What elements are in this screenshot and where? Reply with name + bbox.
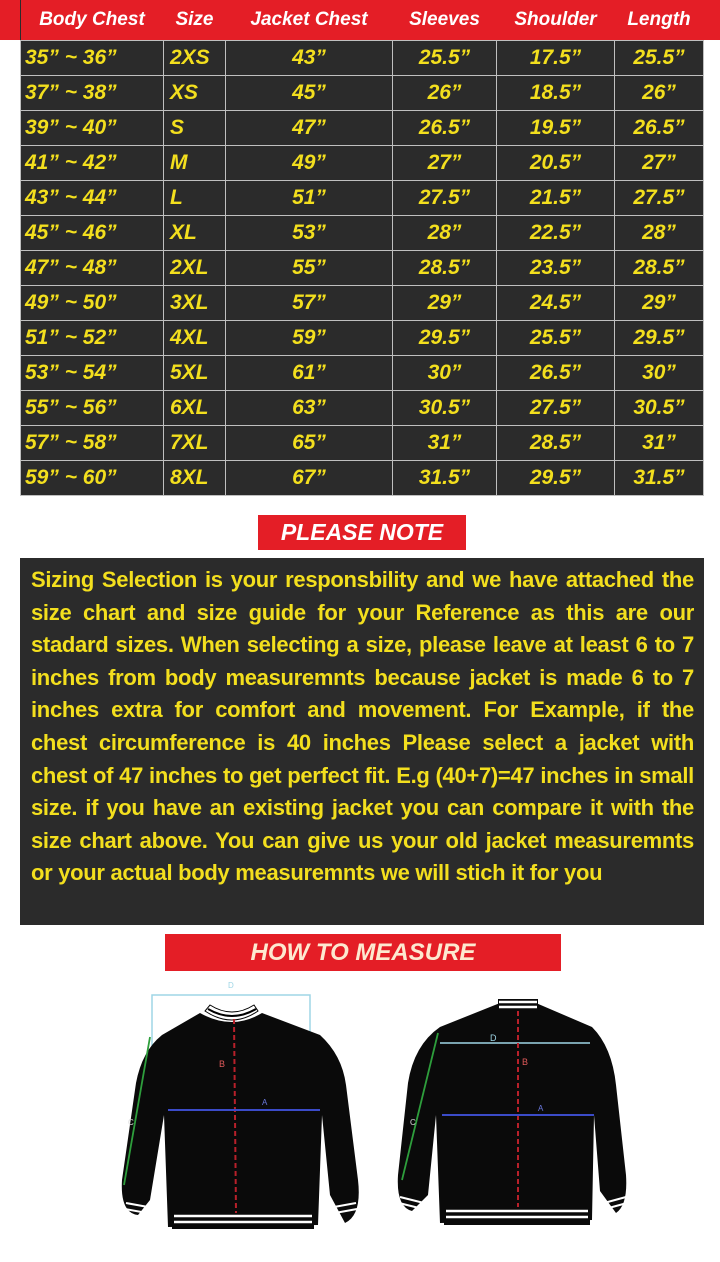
cell-length: 27” [615,146,704,181]
back-label-d: D [490,1033,497,1043]
cell-size: 2XS [164,41,226,76]
cell-length: 30” [615,356,704,391]
cell-body-chest: 57” ~ 58” [21,426,164,461]
table-row [21,181,704,216]
cell-size: 3XL [164,286,226,321]
cell-length: 29” [615,286,704,321]
back-jacket-body [398,1003,627,1223]
cell-length: 25.5” [615,41,704,76]
cell-sleeves: 30” [393,356,497,391]
cell-shoulder: 26.5” [497,356,615,391]
cell-jacket-chest: 57” [226,286,393,321]
cell-size: 5XL [164,356,226,391]
cell-length: 28.5” [615,251,704,286]
front-jacket-illustration [122,981,359,1229]
cell-jacket-chest: 49” [226,146,393,181]
cell-sleeves: 31.5” [393,461,497,496]
cell-sleeves: 30.5” [393,391,497,426]
cell-size: XS [164,76,226,111]
back-label-b: B [522,1057,529,1067]
how-to-measure-banner: HOW TO MEASURE [165,934,561,971]
cell-sleeves: 27.5” [393,181,497,216]
cell-jacket-chest: 53” [226,216,393,251]
cell-body-chest: 55” ~ 56” [21,391,164,426]
table-row [21,216,704,251]
cell-shoulder: 27.5” [497,391,615,426]
header-size: Size [164,0,226,41]
cell-jacket-chest: 63” [226,391,393,426]
please-note-banner: PLEASE NOTE [258,515,466,550]
cell-jacket-chest: 67” [226,461,393,496]
cell-sleeves: 31” [393,426,497,461]
cell-length: 31.5” [615,461,704,496]
cell-length: 26” [615,76,704,111]
cell-body-chest: 47” ~ 48” [21,251,164,286]
cell-size: 7XL [164,426,226,461]
cell-length: 26.5” [615,111,704,146]
header-shoulder: Shoulder [497,0,615,41]
measurement-diagram [0,975,720,1262]
cell-sleeves: 26” [393,76,497,111]
front-label-d: D [228,981,234,990]
back-waistband [444,1207,590,1225]
cell-shoulder: 19.5” [497,111,615,146]
table-row [21,426,704,461]
cell-body-chest: 39” ~ 40” [21,111,164,146]
table-row [21,111,704,146]
table-row [21,251,704,286]
cell-size: 4XL [164,321,226,356]
cell-body-chest: 53” ~ 54” [21,356,164,391]
cell-size: XL [164,216,226,251]
cell-sleeves: 29” [393,286,497,321]
front-label-c: C [128,1118,134,1127]
table-row [21,461,704,496]
back-label-a: A [538,1104,544,1113]
size-chart-table [20,0,704,496]
front-jacket-body [122,1013,359,1227]
cell-jacket-chest: 55” [226,251,393,286]
cell-size: M [164,146,226,181]
size-chart-header-row [21,0,704,41]
cell-body-chest: 45” ~ 46” [21,216,164,251]
cell-body-chest: 41” ~ 42” [21,146,164,181]
cell-shoulder: 28.5” [497,426,615,461]
front-label-b: B [219,1059,226,1069]
table-row [21,356,704,391]
cell-size: 8XL [164,461,226,496]
cell-sleeves: 28.5” [393,251,497,286]
table-row [21,321,704,356]
cell-shoulder: 29.5” [497,461,615,496]
cell-shoulder: 23.5” [497,251,615,286]
cell-body-chest: 49” ~ 50” [21,286,164,321]
cell-length: 29.5” [615,321,704,356]
table-row [21,391,704,426]
cell-shoulder: 24.5” [497,286,615,321]
cell-length: 31” [615,426,704,461]
cell-sleeves: 26.5” [393,111,497,146]
table-row [21,76,704,111]
cell-jacket-chest: 61” [226,356,393,391]
cell-body-chest: 51” ~ 52” [21,321,164,356]
cell-sleeves: 27” [393,146,497,181]
cell-jacket-chest: 43” [226,41,393,76]
table-row [21,286,704,321]
size-chart-body [21,41,704,496]
cell-jacket-chest: 59” [226,321,393,356]
table-row [21,146,704,181]
front-label-a: A [262,1098,268,1107]
cell-jacket-chest: 65” [226,426,393,461]
cell-sleeves: 28” [393,216,497,251]
cell-jacket-chest: 47” [226,111,393,146]
cell-body-chest: 35” ~ 36” [21,41,164,76]
cell-shoulder: 22.5” [497,216,615,251]
note-text: Sizing Selection is your responsbility and we have attached the size chart and size guide for your Reference as this are our stadard sizes. When selecting a size, please leave at least 6 to 7 inches from body measuremnts because jacket is made 6 to 7 inches extra for comfort and movement. For Example, if the chest circumference is 40 inches Please select a jacket with chest of 47 inches to get perfect fit. E.g (40+7)=47 inches in small size. if you have an existing jacket you can compare it with the size chart above. You can give us your old jacket measuremnts or your actual body measuremnts we will stich it for you [31,567,694,886]
cell-shoulder: 20.5” [497,146,615,181]
cell-length: 27.5” [615,181,704,216]
cell-shoulder: 17.5” [497,41,615,76]
cell-size: 6XL [164,391,226,426]
header-body-chest: Body Chest [21,0,164,41]
cell-length: 28” [615,216,704,251]
cell-size: L [164,181,226,216]
back-jacket-illustration [398,999,627,1225]
cell-length: 30.5” [615,391,704,426]
cell-body-chest: 43” ~ 44” [21,181,164,216]
cell-shoulder: 21.5” [497,181,615,216]
cell-size: S [164,111,226,146]
cell-body-chest: 37” ~ 38” [21,76,164,111]
header-length: Length [615,0,704,41]
cell-shoulder: 25.5” [497,321,615,356]
front-waistband [172,1213,314,1229]
cell-sleeves: 25.5” [393,41,497,76]
cell-size: 2XL [164,251,226,286]
cell-sleeves: 29.5” [393,321,497,356]
header-sleeves: Sleeves [393,0,497,41]
note-box [20,558,704,925]
back-collar [498,999,538,1011]
back-label-c: C [410,1118,416,1127]
cell-jacket-chest: 51” [226,181,393,216]
cell-jacket-chest: 45” [226,76,393,111]
header-jacket-chest: Jacket Chest [226,0,393,41]
cell-shoulder: 18.5” [497,76,615,111]
cell-body-chest: 59” ~ 60” [21,461,164,496]
table-row [21,41,704,76]
